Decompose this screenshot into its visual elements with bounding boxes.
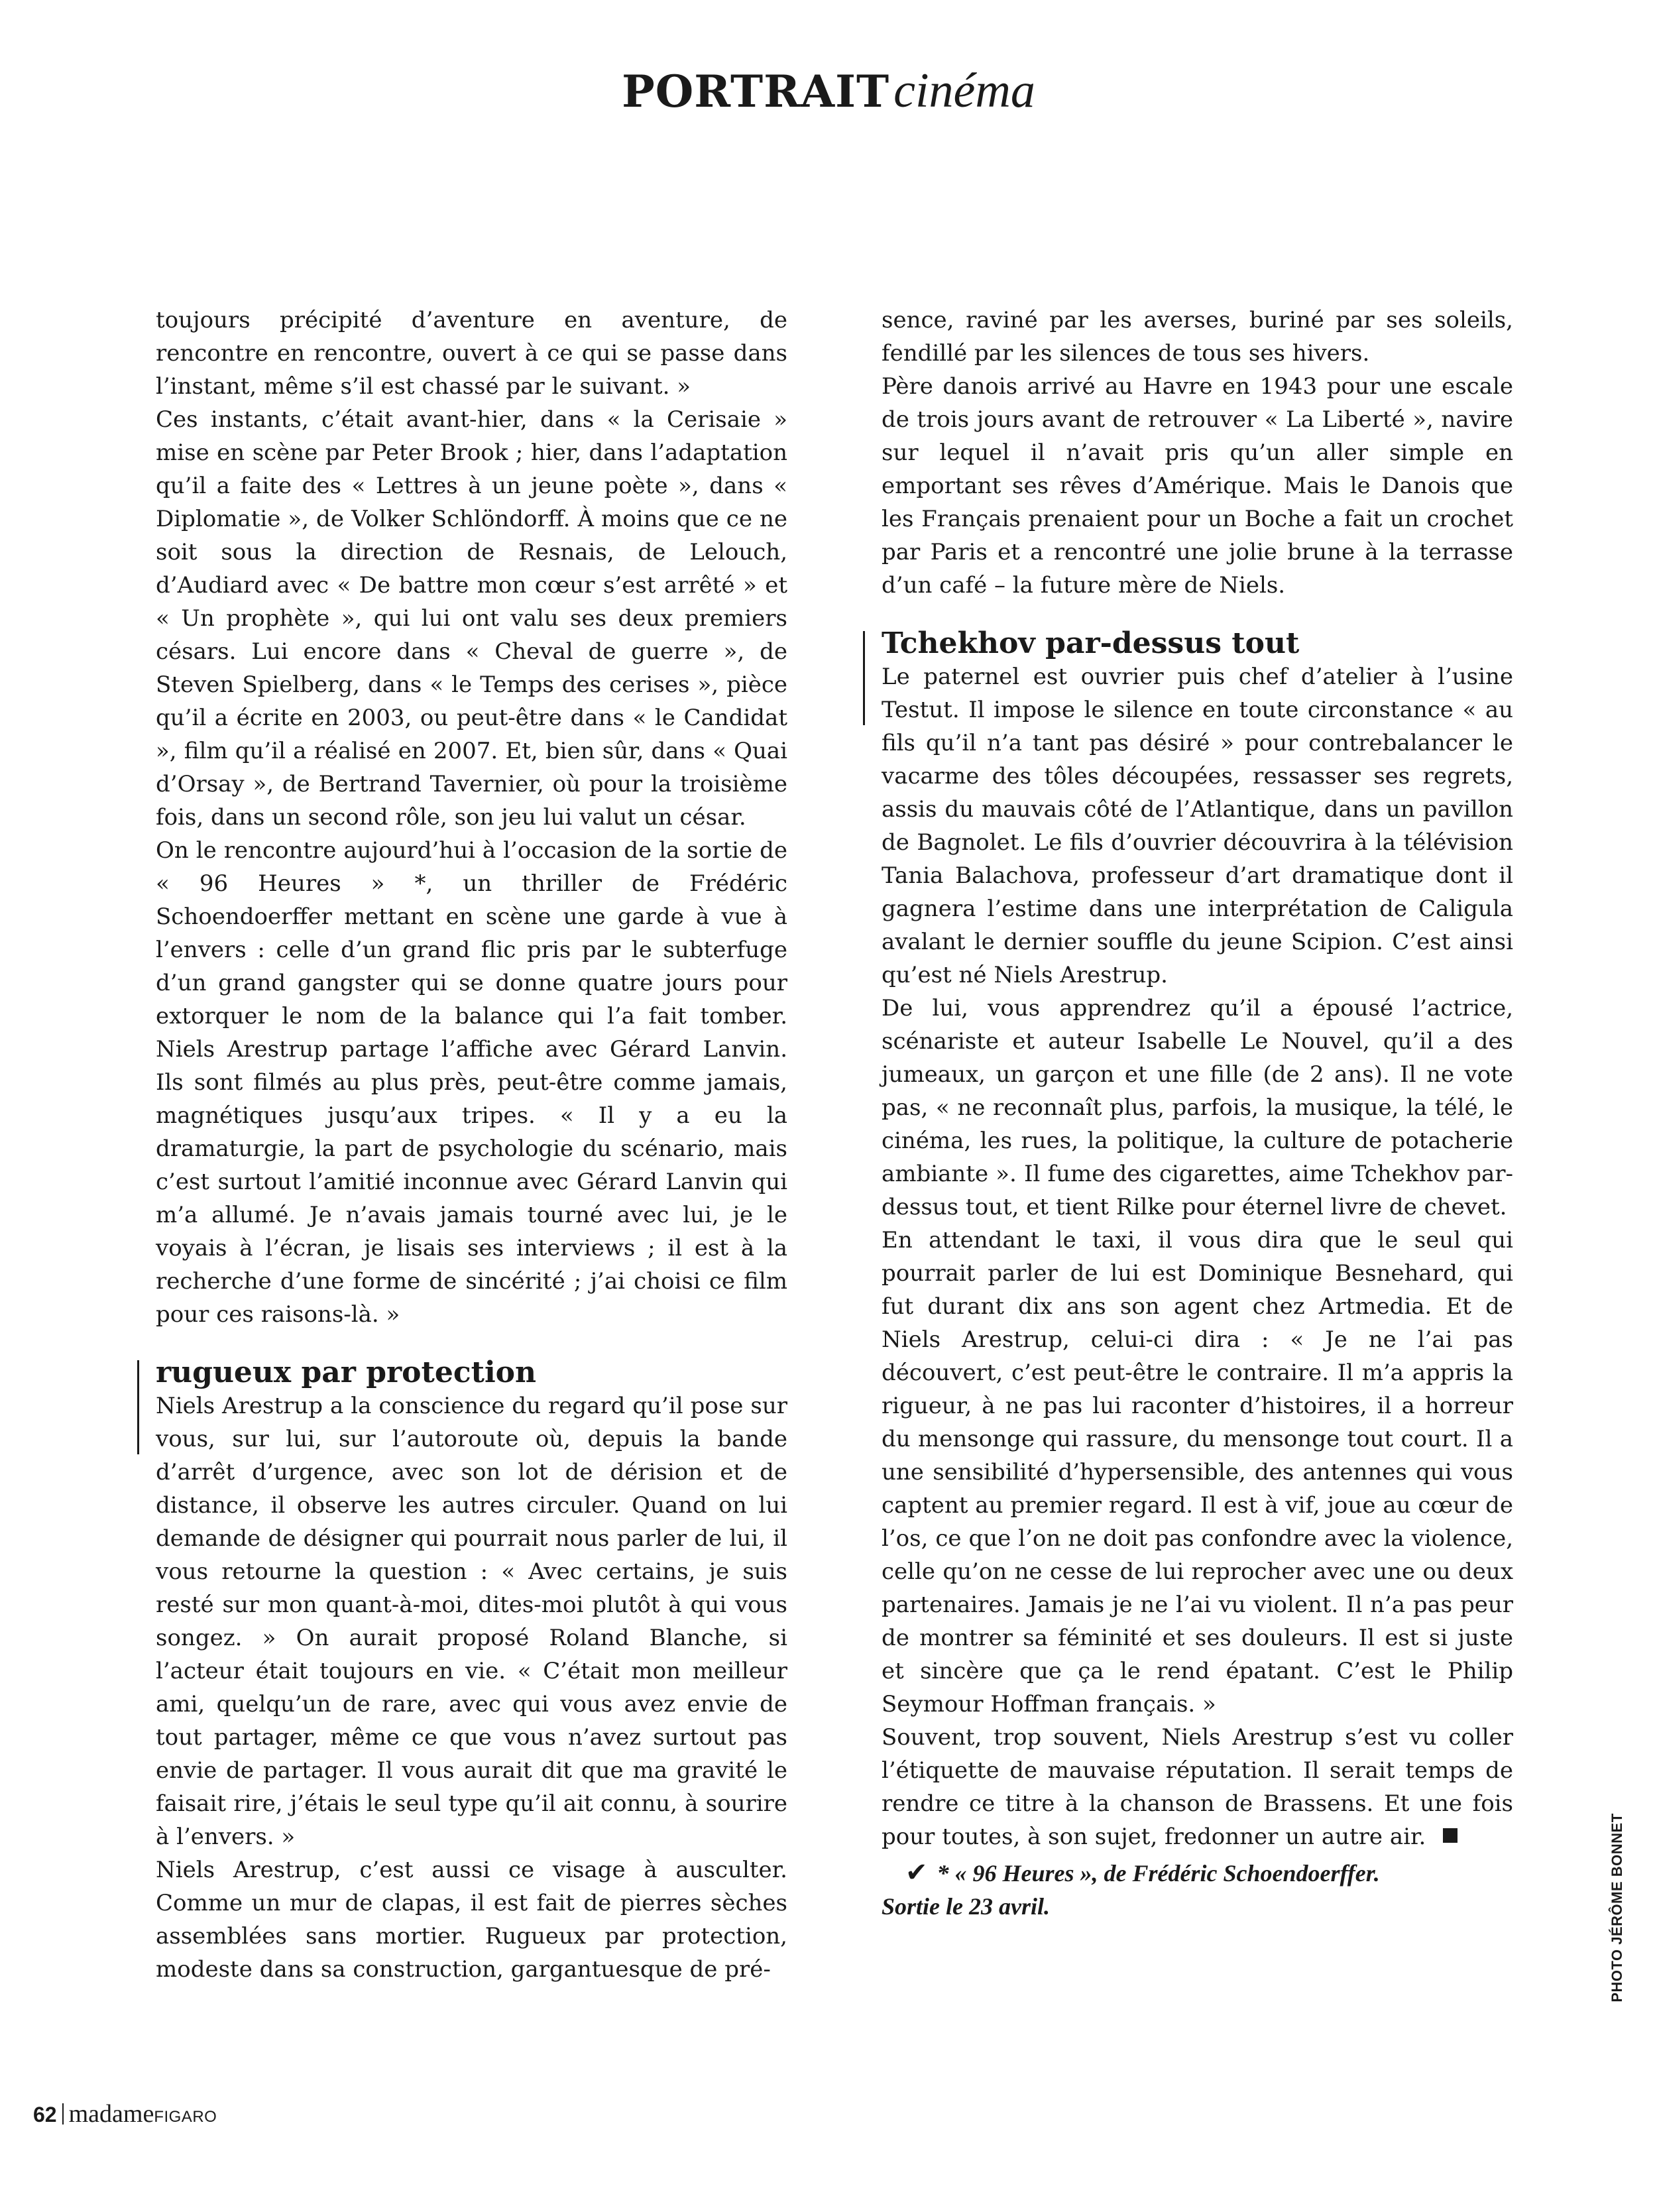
magazine-name-suffix: FIGARO	[154, 2108, 217, 2126]
section-title-italic: cinéma	[893, 64, 1035, 118]
subhead-block	[882, 627, 1513, 992]
end-square-icon	[1443, 1828, 1457, 1843]
checkmark-icon: ✔	[905, 1857, 928, 1887]
paragraph: Père danois arrivé au Havre en 1943 pour une escale de trois jours avant de retrouver « La Liberté », navire sur lequel il n’avait pris qu’un aller simple en emportant ses rêves d’Amérique. Mais le Danois que les Français prenaient pour un Boche a fait un crochet par Paris et a rencontré une jolie brune à la terrasse d’un café – la future mère de Niels.	[882, 373, 1513, 599]
film-credits	[882, 1856, 1513, 1923]
paragraph-final	[882, 1721, 1513, 1853]
subhead-rule	[863, 631, 865, 725]
paragraph: sence, raviné par les averses, buriné par ses soleils, fendillé par les silences de tous ses hivers.	[882, 307, 1513, 367]
subhead-rule	[137, 1360, 139, 1454]
paragraph: De lui, vous apprendrez qu’il a épousé l’actrice, scénariste et auteur Isabelle Le Nouvel, qu’il a des jumeaux, un garçon et une fille (de 2 ans). Il ne vote pas, « ne reconnaît plus, parfois, la musique, la télé, le cinéma, les rues, la politique, la culture de potacherie ambiante ». Il fume des cigarettes, aime Tchekhov par-dessus tout, et tient Rilke pour éternel livre de chevet.	[882, 995, 1513, 1220]
final-text: Souvent, trop souvent, Niels Arestrup s’est vu coller l’étiquette de mauvaise réputation. Il serait temps de rendre ce titre à la chanson de Brassens. Et une fois pour toutes, à son sujet, fredonner un autre air.	[882, 1724, 1513, 1850]
subhead-block	[156, 1356, 787, 1853]
paragraph: Le paternel est ouvrier puis chef d’atelier à l’usine Testut. Il impose le silence en toute circonstance « au fils qu’il n’a tant pas désiré » pour contrebalancer le vacarme des tôles découpées, ressasser ses regrets, assis du mauvais côté de l’Atlantique, dans un pavillon de Bagnolet. Le fils d’ouvrier découvrira à la télévision Tania Balachova, professeur d’art dramatique dont il gagnera l’estime dans une interprétation de Caligula avalant le dernier souffle du jeune Scipion. C’est ainsi qu’est né Niels Arestrup.	[882, 664, 1513, 988]
left-column	[156, 304, 787, 1986]
paragraph: Ces instants, c’était avant-hier, dans « la Cerisaie » mise en scène par Peter Brook ; hier, dans l’adaptation qu’il a faite des « Lettres à un jeune poète », dans « Diplomatie », de Volker Schlöndorff. À moins que ce ne soit sous la direction de Resnais, de Lelouch, d’Audiard avec « De battre mon cœur s’est arrêté » et « Un prophète », qui lui ont valu ses deux premiers césars. Lui encore dans « Cheval de guerre », de Steven Spielberg, dans « le Temps des cerises », pièce qu’il a écrite en 2003, ou peut-être dans « le Candidat », film qu’il a réalisé en 2007. Et, bien sûr, dans « Quai d’Orsay », de Bertrand Tavernier, où pour la troisième fois, dans un second rôle, son jeu lui valut un césar.	[156, 406, 787, 831]
paragraph: toujours précipité d’aventure en aventure, de rencontre en rencontre, ouvert à ce qui se passe dans l’instant, même s’il est chassé par le suivant. »	[156, 307, 787, 400]
subhead: rugueux par protection	[156, 1356, 537, 1389]
credits-line-2: Sortie le 23 avril.	[882, 1893, 1050, 1920]
right-column	[882, 304, 1513, 1923]
magazine-name: madame	[68, 2100, 154, 2128]
paragraph: En attendant le taxi, il vous dira que le seul qui pourrait parler de lui est Dominique Besnehard, qui fut durant dix ans son agent chez Artmedia. Et de Niels Arestrup, celui-ci dira : « Je ne l’ai pas découvert, c’est peut-être le contraire. Il m’a appris la rigueur, à ne pas lui raconter d’histoires, il a horreur du mensonge qui rassure, du mensonge tout court. Il a une sensibilité d’hypersensible, des antennes qui vous captent au premier regard. Il est à vif, joue au cœur de l’os, ce que l’on ne doit pas confondre avec la violence, celle qu’on ne cesse de lui reprocher avec une ou deux partenaires. Jamais je ne l’ai vu violent. Il n’a pas peur de montrer sa féminité et ses douleurs. Il est si juste et sincère que ça le rend épatant. C’est le Philip Seymour Hoffman français. »	[882, 1227, 1513, 1717]
paragraph: On le rencontre aujourd’hui à l’occasion de la sortie de « 96 Heures » *, un thriller de Frédéric Schoendoerffer mettant en scène une garde à vue à l’envers : celle d’un grand flic pris par le subterfuge d’un grand gangster qui se donne quatre jours pour extorquer le nom de la balance qui l’a fait tomber. Niels Arestrup partage l’affiche avec Gérard Lanvin. Ils sont filmés au plus près, peut-être comme jamais, magnétiques jusqu’aux tripes. « Il y a eu la dramaturgie, la part de psychologie du scénario, mais c’est surtout l’amitié inconnue avec Gérard Lanvin qui m’a allumé. Je n’avais jamais tourné avec lui, je le voyais à l’écran, je lisais ses interviews ; il est à la recherche d’une forme de sincérité ; j’ai choisi ce film pour ces raisons-là. »	[156, 837, 787, 1328]
section-title-bold: PORTRAIT	[622, 66, 890, 117]
credits-line-1: * « 96 Heures », de Frédéric Schoendoerffer.	[937, 1860, 1380, 1887]
photo-credit-text: PHOTO JÉRÔME BONNET	[1609, 1812, 1625, 2003]
section-header	[0, 63, 1657, 119]
paragraph: Niels Arestrup a la conscience du regard qu’il pose sur vous, sur lui, sur l’autoroute où, depuis la bande d’arrêt d’urgence, avec son lot de dérision et de distance, il observe les autres circuler. Quand on lui demande de désigner qui pourrait nous parler de lui, il vous retourne la question : « Avec certains, je suis resté sur mon quant-à-moi, dites-moi plutôt à qui vous songez. » On aurait proposé Roland Blanche, si l’acteur était toujours en vie. « C’était mon meilleur ami, quelqu’un de rare, avec qui vous avez envie de tout partager, même ce que vous n’avez surtout pas envie de partager. Il vous aurait dit que ma gravité le faisait rire, j’étais le seul type qu’il ait connu, à sourire à l’envers. »	[156, 1393, 787, 1850]
photo-credit	[1604, 1800, 1630, 2015]
paragraph: Niels Arestrup, c’est aussi ce visage à ausculter. Comme un mur de clapas, il est fait de pierres sèches assemblées sans mortier. Rugueux par protection, modeste dans sa construction, gargantuesque de pré-	[156, 1857, 787, 1983]
page-footer	[33, 2099, 217, 2128]
page-number: 62	[33, 2103, 57, 2126]
subhead: Tchekhov par-dessus tout	[882, 626, 1300, 660]
footer-divider	[62, 2103, 64, 2125]
